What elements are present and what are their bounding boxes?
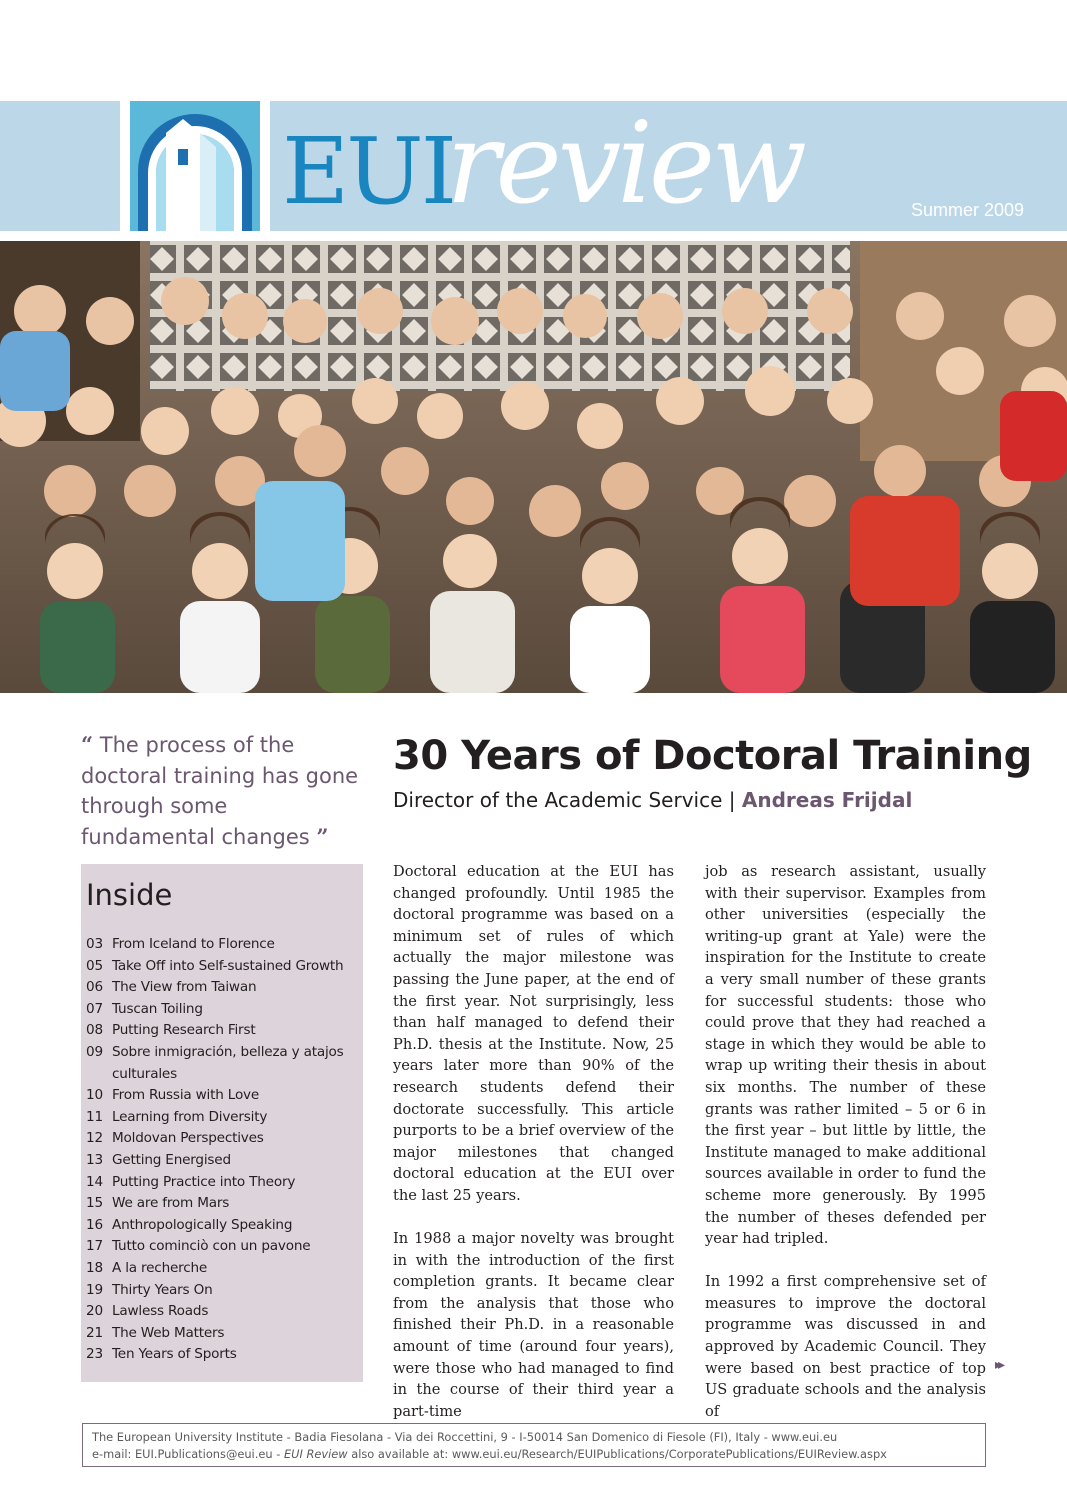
toc-page: 19 (86, 1281, 103, 1298)
paragraph: Doctoral education at the EUI has changed profoundly. Until 1985 the doctoral programme was based on a minimum set of rules of which actually the major milestone was passing the June paper, at the end of the first year. Not surprisingly, less than half managed to defend their Ph.D. thesis at the Institute. Now, 25 years later more than 90% of the research students defend their doctorate successfully. This article purports to be a brief overview of the major milestones that changed doctoral education at the EUI over the last 25 years. (393, 863, 674, 1204)
toc-item[interactable] (86, 1236, 358, 1258)
footer-publication-name: EUI Review (283, 1447, 348, 1461)
pull-quote (81, 730, 363, 852)
toc-item[interactable] (86, 1193, 358, 1215)
toc-page: 03 (86, 936, 103, 952)
article-byline (393, 788, 912, 812)
toc-title: Tuscan Toiling (112, 1000, 203, 1017)
paragraph: In 1988 a major novelty was brought in with the introduction of the first completion grants. It became clear from the analysis that those who finished their Ph.D. in a reasonable amount of time (around four years), were those who had managed to find in the course of their third year a part-time (393, 1230, 674, 1420)
toc-page: 20 (86, 1303, 103, 1320)
toc-item[interactable] (86, 1323, 358, 1345)
inside-box (81, 864, 363, 1382)
masthead-eui: EUI (282, 118, 455, 225)
issue-date: Summer 2009 (910, 200, 1024, 220)
quote-open-mark: “ (81, 732, 94, 757)
toc-title: Ten Years of Sports (112, 1346, 237, 1363)
article-title: 30 Years of Doctoral Training (393, 733, 1032, 779)
toc-title: A la recherche (112, 1259, 208, 1276)
toc-page: 07 (86, 1000, 103, 1017)
masthead-divider (0, 231, 1067, 241)
continue-arrow-icon: ▸▸ (995, 1357, 1002, 1373)
toc-title: Moldovan Perspectives (112, 1130, 264, 1147)
toc-item[interactable] (86, 999, 358, 1021)
article-column-2 (705, 861, 986, 1422)
toc-title: Sobre inmigración, belleza y atajos culturales (112, 1043, 344, 1082)
toc-title: The Web Matters (112, 1324, 225, 1341)
toc-page: 09 (86, 1043, 103, 1060)
toc-item[interactable] (86, 1085, 358, 1107)
author-name: Andreas Frijdal (741, 788, 913, 812)
masthead-review: review (446, 99, 804, 229)
group-photo-illustration (0, 241, 1067, 693)
toc-page: 05 (86, 957, 103, 974)
toc-page: 14 (86, 1173, 103, 1190)
toc-item[interactable] (86, 1128, 358, 1150)
quote-text: The process of the doctoral training has gone through some fundamental changes (81, 733, 359, 849)
toc-item[interactable] (86, 1150, 358, 1172)
toc-title: Anthropologically Speaking (112, 1216, 293, 1233)
toc-item[interactable] (86, 934, 358, 956)
toc-page: 18 (86, 1259, 103, 1276)
toc-page: 11 (86, 1108, 103, 1125)
toc-item[interactable] (86, 1215, 358, 1237)
toc-item[interactable] (86, 1280, 358, 1302)
toc-page: 10 (86, 1087, 103, 1104)
eui-logo (120, 101, 270, 231)
toc-title: Take Off into Self-sustained Growth (112, 957, 344, 974)
toc-title: Tutto cominciò con un pavone (112, 1238, 311, 1255)
toc-page: 13 (86, 1151, 103, 1168)
toc-page: 06 (86, 979, 103, 996)
toc-title: Lawless Roads (112, 1303, 209, 1320)
toc-title: Getting Energised (112, 1151, 231, 1168)
footer-email[interactable]: e-mail: EUI.Publications@eui.eu - (92, 1447, 284, 1461)
toc-page: 17 (86, 1238, 103, 1255)
toc-item[interactable] (86, 1020, 358, 1042)
toc-title: Thirty Years On (112, 1281, 213, 1298)
footer-address: The European University Institute - Badia Fiesolana - Via dei Roccettini, 9 - I-50014 San Domenico di Fiesole (FI), Italy - www.eui.eu (92, 1430, 838, 1444)
toc-item[interactable] (86, 1107, 358, 1129)
footer (82, 1423, 986, 1467)
toc-item[interactable] (86, 1172, 358, 1194)
toc-page: 23 (86, 1346, 103, 1363)
toc-title: Putting Research First (112, 1022, 256, 1039)
toc-title: The View from Taiwan (112, 979, 257, 996)
toc-title: From Russia with Love (112, 1087, 260, 1104)
toc-page: 15 (86, 1195, 103, 1212)
toc-item[interactable] (86, 956, 358, 978)
quote-close-mark: ” (316, 823, 329, 849)
toc-item[interactable] (86, 1344, 358, 1366)
paragraph: In 1992 a first comprehensive set of measures to improve the doctoral programme was discussed in and approved by Academic Council. They were based on best practice of top US graduate schools and the analysis of (705, 1273, 986, 1420)
toc-title: We are from Mars (112, 1195, 230, 1212)
toc-item[interactable] (86, 1301, 358, 1323)
toc-title: Putting Practice into Theory (112, 1173, 296, 1190)
toc-page: 21 (86, 1324, 103, 1341)
article-column-1 (393, 861, 674, 1422)
toc-title: Learning from Diversity (112, 1108, 268, 1125)
toc-page: 16 (86, 1216, 103, 1233)
footer-contact (92, 1446, 985, 1463)
footer-url[interactable]: also available at: www.eui.eu/Research/EUIPublications/CorporatePublications/EUIReview.aspx (347, 1447, 887, 1461)
toc-item[interactable] (86, 977, 358, 999)
cover-photo (0, 241, 1067, 693)
toc-item[interactable] (86, 1042, 358, 1085)
toc-page: 12 (86, 1130, 103, 1147)
inside-title: Inside (86, 878, 173, 912)
table-of-contents (86, 934, 358, 1366)
toc-page: 08 (86, 1022, 103, 1039)
tower-arch-icon (130, 101, 260, 231)
logo-square (130, 101, 260, 231)
paragraph: job as research assistant, usually with their supervisor. Examples from other universities (especially the writing-up grant at Yale) were the inspiration for the Institute to create a very small number of these grants for successful students: those who could prove that they had reached a stage in which they would be able to wrap up writing their thesis in about six months. The number of these grants was rather limited – 5 or 6 in the first year – but little by little, the Institute managed to make additional sources available in order to fund the scheme more generously. By 1995 the number of theses defended per year had tripled. (705, 863, 986, 1248)
toc-title: From Iceland to Florence (112, 936, 275, 952)
author-role: Director of the Academic Service | (393, 788, 742, 812)
toc-item[interactable] (86, 1258, 358, 1280)
